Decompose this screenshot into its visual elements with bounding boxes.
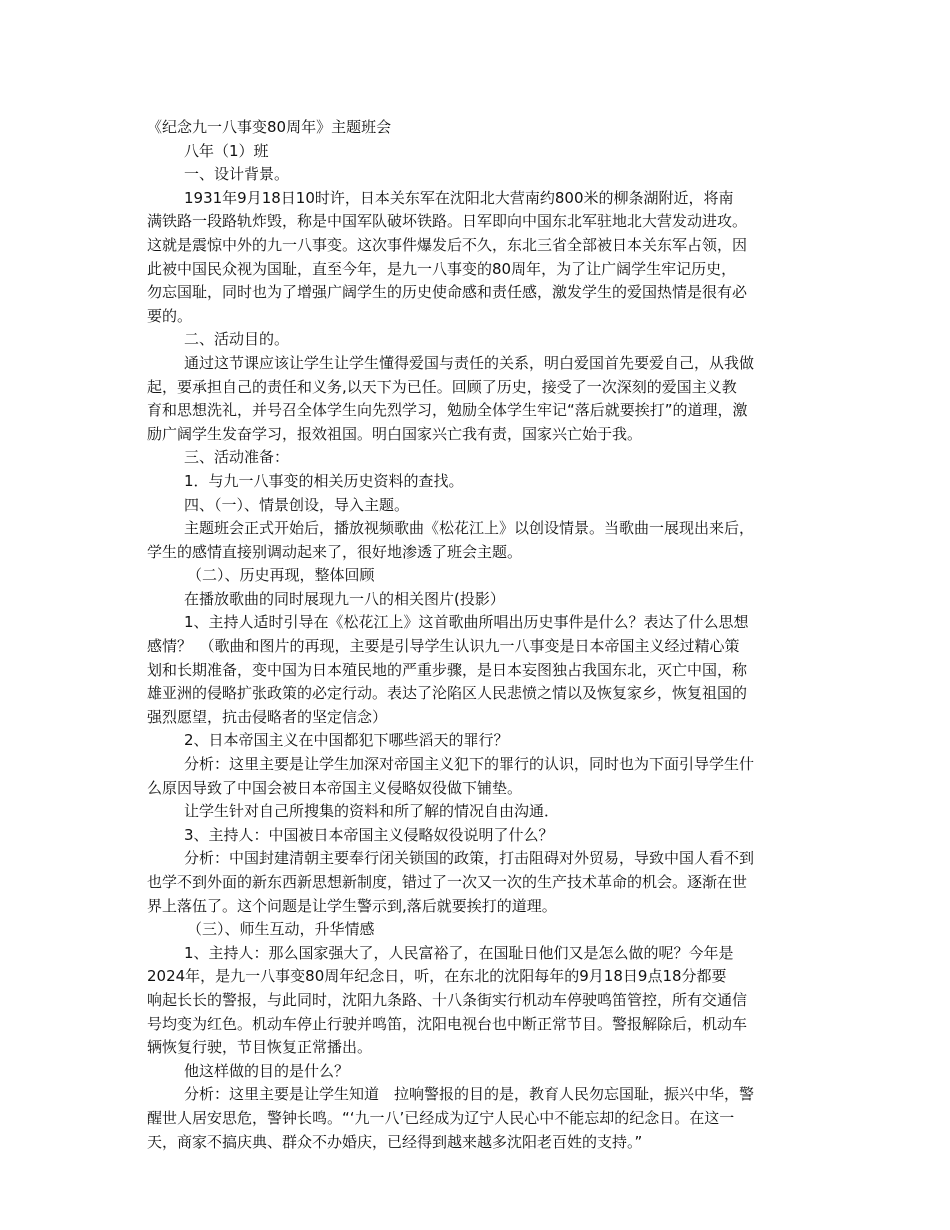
- text-line: 他这样做的目的是什么？: [184, 1061, 350, 1080]
- text-line: 天，商家不搞庆典、群众不办婚庆，已经得到越来越多沈阳老百姓的支持。”: [147, 1132, 643, 1151]
- text-line: 四、（一）、情景创设，导入主题。: [184, 495, 410, 514]
- text-line: 在播放歌曲的同时展现九一八的相关图片(投影）: [184, 589, 505, 608]
- text-line: （三）、师生互动，升华情感: [187, 920, 375, 939]
- text-line: 辆恢复行驶，节目恢复正常播出。: [147, 1038, 373, 1057]
- text-line: 一、设计背景。: [184, 165, 290, 184]
- text-line: 1、主持人适时引导在《松花江上》这首歌曲所唱出历史事件是什么？表达了什么思想: [184, 613, 749, 632]
- text-line: 3、主持人：中国被日本帝国主义侵略奴役说明了什么？: [184, 825, 554, 844]
- text-line: 雄亚洲的侵略扩张政策的必定行动。表达了沦陷区人民悲愤之情以及恢复家乡，恢复祖国的: [147, 684, 748, 703]
- document-body: [147, 116, 807, 1154]
- document-text: [147, 163, 807, 1154]
- text-line: 学生的感情直接别调动起来了，很好地渗透了班会主题。: [147, 542, 523, 561]
- text-line: （二）、历史再现，整体回顾: [187, 566, 375, 585]
- text-line: 满铁路一段路轨炸毁，称是中国军队破坏铁路。日军即向中国东北军驻地北大营发动进攻。: [147, 212, 748, 231]
- text-line: 这就是震惊中外的九一八事变。这次事件爆发后不久，东北三省全部被日本关东军占领，因: [147, 235, 748, 254]
- text-line: 勿忘国耻，同时也为了增强广阔学生的历史使命感和责任感，激发学生的爱国热情是很有必: [147, 283, 748, 302]
- text-line: 么原因导致了中国会被日本帝国主义侵略奴役做下铺垫。: [147, 778, 523, 797]
- text-line: 2、日本帝国主义在中国都犯下哪些滔天的罪行？: [184, 731, 509, 750]
- text-line: 划和长期准备，变中国为日本殖民地的严重步骤，是日本妄图独占我国东北，灭亡中国，称: [147, 660, 748, 679]
- text-line: 1931年9月18日10时许，日本关东军在沈阳北大营南约800米的柳条湖附近，将南: [184, 188, 734, 207]
- text-line: 分析：中国封建清朝主要奉行闭关锁国的政策，打击阻碍对外贸易，导致中国人看不到: [184, 849, 755, 868]
- text-line: 三、活动准备：: [184, 448, 290, 467]
- text-line: 号均变为红色。机动车停止行驶并鸣笛，沈阳电视台也中断正常节目。警报解除后，机动车: [147, 1014, 748, 1033]
- text-line: 通过这节课应该让学生让学生懂得爱国与责任的关系，明白爱国首先要爱自己，从我做: [184, 353, 755, 372]
- text-line: 让学生针对自己所搜集的资料和所了解的情况自由沟通．: [184, 802, 560, 821]
- class-name: 八年（1）班: [184, 141, 269, 160]
- text-line: 分析：这里主要是让学生加深对帝国主义犯下的罪行的认识，同时也为下面引导学生什: [184, 755, 755, 774]
- text-line: 主题班会正式开始后，播放视频歌曲《松花江上》以创设情景。当歌曲一展现出来后，: [184, 519, 755, 538]
- text-line: 响起长长的警报，与此同时，沈阳九条路、十八条街实行机动车停驶鸣笛管控，所有交通信: [147, 990, 748, 1009]
- text-line: 育和思想洗礼，并号召全体学生向先烈学习，勉励全体学生牢记“落后就要挨打”的道理，激: [147, 401, 748, 420]
- text-line: 2024年，是九一八事变80周年纪念日，听，在东北的沈阳每年的9月18日9点18分都要: [147, 967, 727, 986]
- document-title: 《纪念九一八事变80周年》主题班会: [147, 118, 392, 136]
- text-line: 要的。: [147, 306, 193, 325]
- text-line: 二、活动目的。: [184, 330, 290, 349]
- text-line: 强烈愿望，抗击侵略者的坚定信念）: [147, 707, 388, 726]
- text-line: 分析：这里主要是让学生知道 拉响警报的目的是，教育人民勿忘国耻，振兴中华，警: [184, 1085, 755, 1104]
- text-line: 1、主持人：那么国家强大了，人民富裕了，在国耻日他们又是怎么做的呢？今年是: [184, 943, 734, 962]
- text-line: 起，要承担自己的责任和义务,以天下为已任。回顾了历史，接受了一次深刻的爱国主义教: [147, 377, 737, 396]
- text-line: 界上落伍了。这个问题是让学生警示到,落后就要挨打的道理。: [147, 896, 557, 915]
- text-line: 感情？ （歌曲和图片的再现，主要是引导学生认识九一八事变是日本帝国主义经过精心策: [147, 637, 740, 656]
- text-line: 1．与九一八事变的相关历史资料的查找。: [184, 471, 464, 490]
- text-line: 励广阔学生发奋学习，报效祖国。明白国家兴亡我有责，国家兴亡始于我。: [147, 424, 643, 443]
- text-line: 此被中国民众视为国耻，直至今年，是九一八事变的80周年，为了让广阔学生牢记历史，: [147, 259, 737, 278]
- text-line: 也学不到外面的新东西新思想新制度，错过了一次又一次的生产技术革命的机会。逐渐在世: [147, 873, 748, 891]
- text-line: 醒世人居安思危，警钟长鸣。“‘九一八’已经成为辽宁人民心中不能忘却的纪念日。在这一: [147, 1108, 735, 1127]
